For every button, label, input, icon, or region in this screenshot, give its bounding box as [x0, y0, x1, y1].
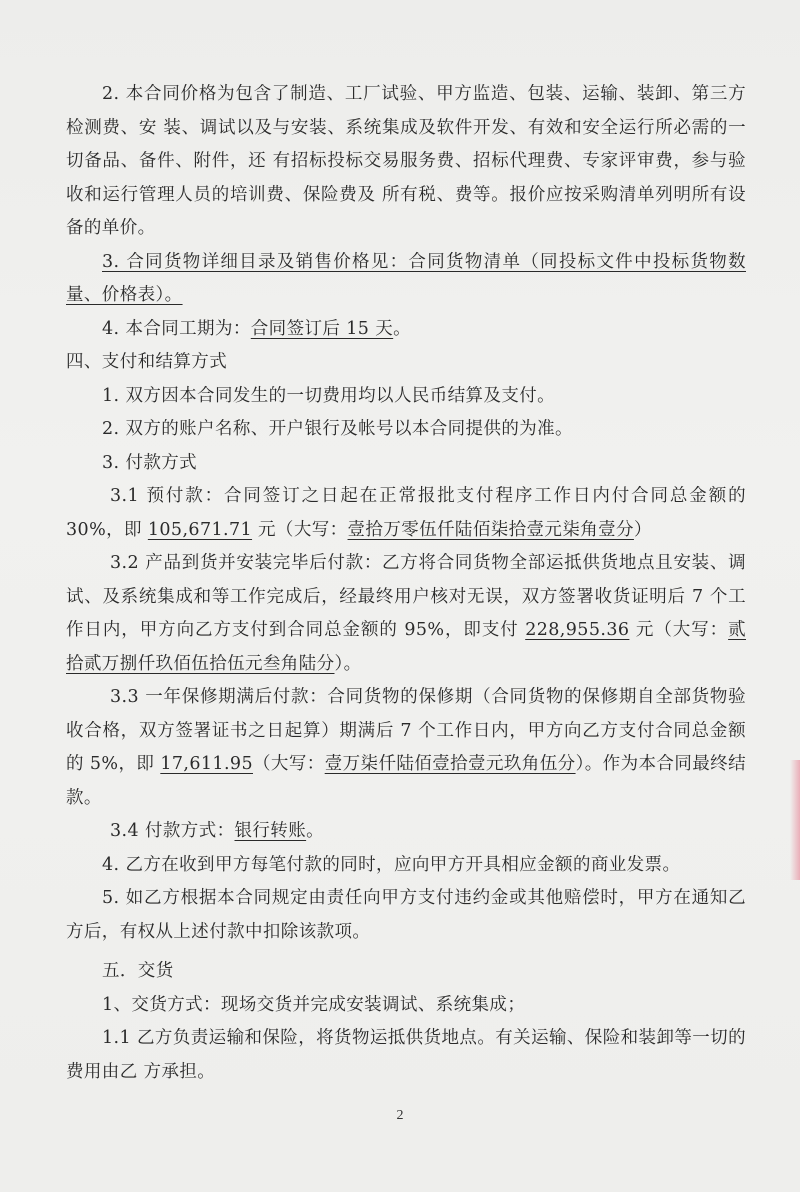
advance-end: ） — [633, 519, 652, 540]
advance-text: 3.1 预付款：合同签订之日起在正常报批支付程序工作日内付合同总金额的 30%，即 — [66, 486, 746, 540]
contract-body — [66, 78, 746, 1089]
seal-edge-mark — [790, 760, 800, 880]
warranty-amount-words: 壹万柒仟陆佰壹拾壹元玖角伍分 — [324, 754, 576, 774]
clause-delivery-method: 1、交货方式：现场交货并完成安装调试、系统集成； — [102, 994, 526, 1015]
clause-payment-method-heading: 3. 付款方式 — [102, 452, 198, 473]
channel-end: 。 — [306, 821, 325, 841]
clause-deduction: 5. 如乙方根据本合同规定由责任向甲方支付违约金或其他赔偿时，甲方在通知乙方后，有权从上述付款中扣除该款项。 — [66, 888, 746, 942]
delivery-payment-text-2: 元（大写： — [629, 620, 729, 640]
page-number: 2 — [396, 1108, 404, 1123]
delivery-payment-text: 3.2 产品到货并安装完毕后付款：乙方将合同货物全部运抵供货地点且安装、调试、及系统集成和等工作完成后，经最终用户核对无误，双方签署收货证明后 7 个工作日内，甲方向乙方支付到合同总金额的 95%，即支付 — [66, 553, 746, 640]
duration-label: 4. 本合同工期为： — [102, 318, 251, 339]
clause-duration — [66, 313, 746, 347]
clause-account: 2. 双方的账户名称、开户银行及帐号以本合同提供的为准。 — [102, 419, 573, 439]
warranty-amount: 17,611.95 — [160, 754, 253, 774]
advance-amount: 105,671.71 — [147, 519, 253, 540]
delivery-payment-amount: 228,955.36 — [525, 620, 630, 640]
clause-warranty-payment — [66, 681, 746, 815]
clause-price-scope: 2. 本合同价格为包含了制造、工厂试验、甲方监造、包装、运输、装卸、第三方检测费、安 装、调试以及与安装、系统集成及软件开发、有效和安全运行所必需的一切备品、备件、附件，还 有招标投标交易服务费、招标代理费、专家评审费，参与验收和运行管理人员的培训费、保险费及 所有税、费等。报价应按采购清单列明所有设备的单价。 — [66, 84, 746, 238]
advance-amount-words: 壹拾万零伍仟陆佰柒拾壹元柒角壹分 — [347, 519, 634, 540]
warranty-end: ）。作为本合同最终结款。 — [66, 754, 746, 808]
clause-goods-list: 3. 合同货物详细目录及销售价格见：合同货物清单（同投标文件中投标货物数量、价格表）。 — [66, 251, 746, 305]
delivery-payment-end: ）。 — [334, 653, 362, 674]
clause-delivery-payment — [66, 547, 746, 681]
clause-transport: 1.1 乙方负责运输和保险，将货物运抵供货地点。有关运输、保险和装卸等一切的费用由乙 方承担。 — [66, 1028, 746, 1082]
section-heading-payment: 四、支付和结算方式 — [66, 352, 228, 372]
section-heading-delivery: 五．交货 — [102, 961, 174, 981]
clause-currency: 1. 双方因本合同发生的一切费用均以人民币结算及支付。 — [102, 385, 556, 406]
clause-invoice: 4. 乙方在收到甲方每笔付款的同时，应向甲方开具相应金额的商业发票。 — [102, 854, 681, 875]
delivery-payment-words: 贰拾贰万捌仟玖佰伍拾伍元叁角陆分 — [66, 620, 746, 674]
warranty-text: 3.3 一年保修期满后付款：合同货物的保修期（合同货物的保修期自全部货物验收合格，双方签署证书之日起算）期满后 7 个工作日内，甲方向乙方支付合同总金额的 5%，即 — [66, 687, 746, 774]
channel-label: 3.4 付款方式： — [110, 821, 235, 841]
clause-payment-channel — [66, 815, 746, 849]
channel-value: 银行转账 — [234, 821, 307, 841]
duration-value: 合同签订后 15 天 — [250, 318, 394, 339]
advance-text-2: 元（大写： — [252, 519, 348, 540]
warranty-text-2: （大写： — [252, 754, 325, 774]
duration-end: 。 — [393, 318, 412, 339]
clause-advance-payment — [66, 480, 746, 547]
